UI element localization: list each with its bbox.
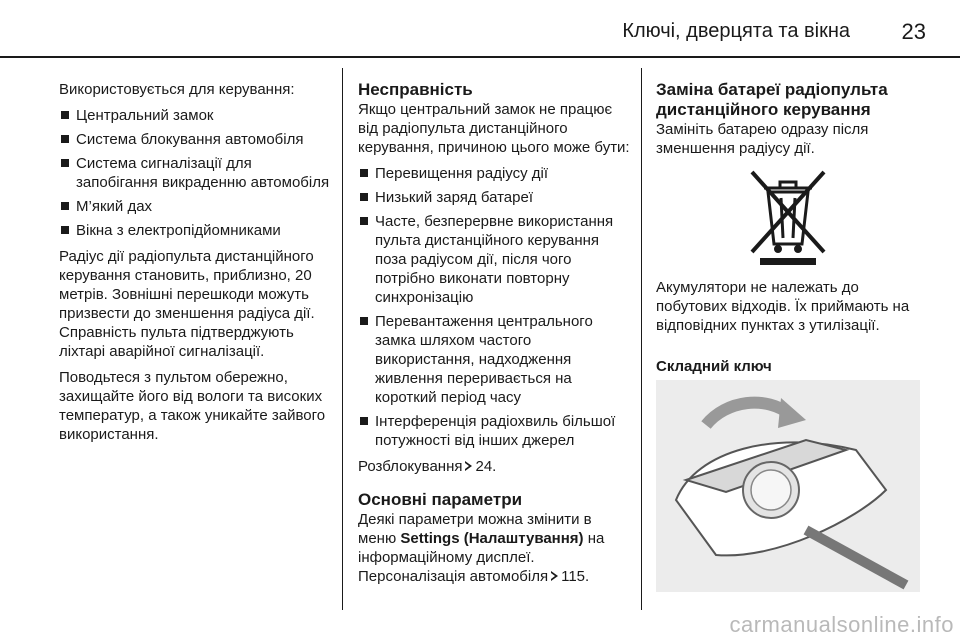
malfunction-heading: Несправність	[358, 80, 473, 99]
list-item: Перевантаження центрального замка шляхом частого використання, надходження живлення переривається на короткий період часу	[358, 312, 633, 407]
folding-key-heading: Складний ключ	[656, 358, 772, 375]
unlock-page-link[interactable]: 24.	[475, 458, 497, 475]
column-3	[656, 80, 926, 383]
column-1	[59, 80, 331, 451]
unlock-reference: Розблокування 24.	[358, 458, 497, 475]
disposal-text: Акумулятори не належать до побутових відходів. Їх приймають на відповідних пунктах з утилізації.	[656, 279, 910, 334]
bullet-icon	[360, 217, 368, 225]
arrow-reference-icon	[465, 461, 472, 471]
bullet-icon	[360, 169, 368, 177]
column-divider-2	[641, 68, 642, 610]
column-2	[358, 80, 633, 593]
list-item: М’який дах	[59, 197, 331, 216]
bullet-icon	[360, 417, 368, 425]
key-battery-icon	[656, 380, 920, 592]
bullet-icon	[61, 159, 69, 167]
settings-text: Деякі параметри можна змінити в меню Settings (Налаштування) на інформаційному дисплеї.	[358, 511, 605, 566]
list-item: Часте, безперервне використання пульта дистанційного керування поза радіусом дії, після чого потрібно виконати повторну синхронізацію	[358, 212, 633, 307]
list-item: Низький заряд батареї	[358, 188, 633, 207]
battery-text: Замініть батарею одразу після зменшення радіусу дії.	[656, 121, 869, 157]
bullet-icon	[360, 317, 368, 325]
folding-key-illustration	[656, 380, 920, 592]
malfunction-text: Якщо центральний замок не працює від радіопульта дистанційного керування, причиною цього може бути:	[358, 101, 630, 156]
battery-heading: Заміна батареї радіопульта дистанційного керування	[656, 80, 888, 119]
range-paragraph: Радіус дії радіопульта дистанційного керування становить, приблизно, 20 метрів. Зовнішні перешкоди можуть призвести до зменшення радіуса дії. Справність пульта підтверджують ліхтарі аварійної сигналізації.	[59, 248, 315, 360]
settings-heading: Основні параметри	[358, 490, 523, 509]
column-divider-1	[342, 68, 343, 610]
page-header	[0, 0, 960, 56]
list-item: Центральний замок	[59, 106, 331, 125]
list-item: Система сигналізації для запобігання викраденню автомобіля	[59, 154, 331, 192]
bullet-icon	[61, 202, 69, 210]
personalization-page-link[interactable]: 115.	[561, 568, 590, 585]
page-title: Ключі, дверцята та вікна	[622, 20, 850, 42]
bullet-icon	[61, 135, 69, 143]
list-item: Інтерференція радіохвиль більшої потужності від інших джерел	[358, 412, 633, 450]
bullet-icon	[61, 226, 69, 234]
settings-menu-name: Settings (Налаштування)	[400, 530, 584, 547]
list-item: Вікна з електропідйомниками	[59, 221, 331, 240]
bullet-icon	[360, 193, 368, 201]
arrow-reference-icon	[551, 571, 558, 581]
intro-text: Використовується для керування:	[59, 81, 295, 98]
personalization-reference: Персоналізація автомобіля 115.	[358, 568, 590, 585]
care-paragraph: Поводьтеся з пультом обережно, захищайте його від вологи та високих температур, а також уникайте зайвого використання.	[59, 369, 326, 443]
list-item: Перевищення радіусу дії	[358, 164, 633, 183]
crossed-bin-icon	[748, 168, 828, 266]
watermark-text: carmanualsonline.info	[729, 612, 954, 637]
list-item: Система блокування автомобіля	[59, 130, 331, 149]
page-number: 23	[901, 19, 926, 44]
bullet-icon	[61, 111, 69, 119]
header-rule	[0, 56, 960, 58]
